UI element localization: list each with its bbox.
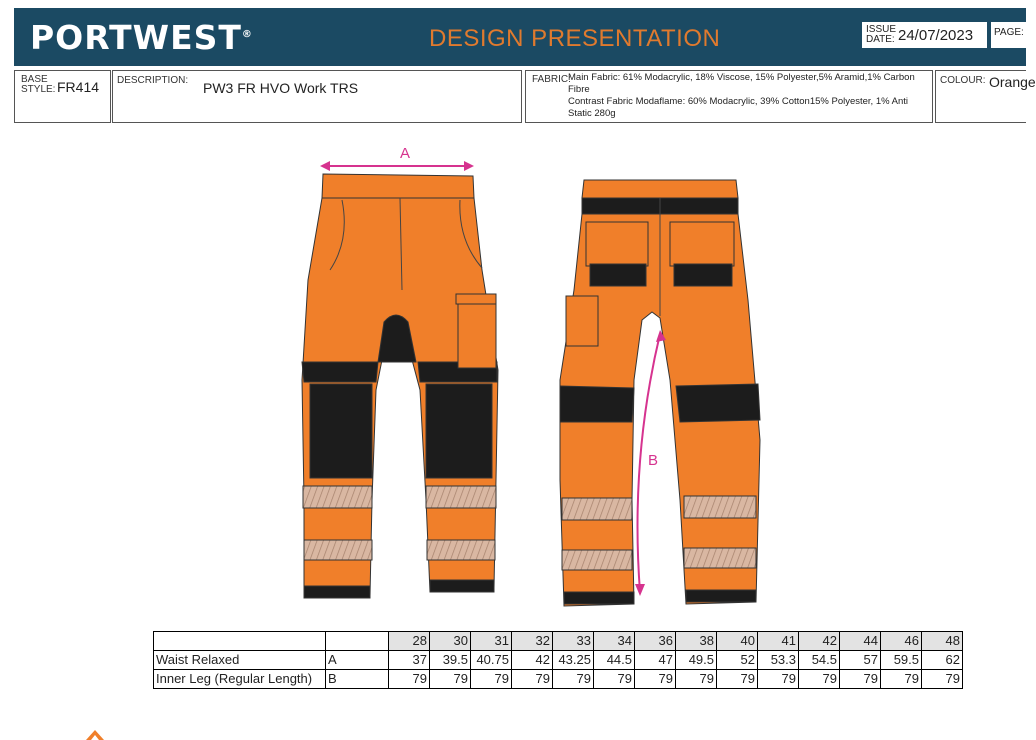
value-cell: 79 bbox=[635, 670, 676, 689]
size-cell: 33 bbox=[553, 632, 594, 651]
value-cell: 37 bbox=[389, 651, 430, 670]
fabric-label: FABRIC: bbox=[532, 74, 571, 85]
colour-label: COLOUR: bbox=[940, 75, 986, 86]
fabric-main: Main Fabric: 61% Modacrylic, 18% Viscose, 15% Polyester,5% Aramid,1% Carbon Fibre bbox=[568, 72, 915, 95]
value-cell: 44.5 bbox=[594, 651, 635, 670]
header-blank bbox=[154, 632, 326, 651]
value-cell: 42 bbox=[512, 651, 553, 670]
value-cell: 79 bbox=[676, 670, 717, 689]
description-value: PW3 FR HVO Work TRS bbox=[203, 80, 359, 96]
brand-name: PORTWEST bbox=[30, 18, 242, 57]
size-header-row bbox=[154, 632, 963, 651]
row-label: Waist Relaxed bbox=[154, 651, 326, 670]
page-title: DESIGN PRESENTATION bbox=[429, 25, 721, 52]
value-cell: 79 bbox=[922, 670, 963, 689]
front-view bbox=[302, 174, 498, 598]
colour-box bbox=[935, 70, 1036, 123]
table-row-waist bbox=[154, 651, 963, 670]
size-cell: 46 bbox=[881, 632, 922, 651]
registered-icon: ® bbox=[241, 29, 253, 40]
size-cell: 41 bbox=[758, 632, 799, 651]
table-row-inner-leg bbox=[154, 670, 963, 689]
value-cell: 57 bbox=[840, 651, 881, 670]
value-cell: 79 bbox=[512, 670, 553, 689]
issue-date-box bbox=[862, 22, 987, 48]
fabric-contrast: Contrast Fabric Modaflame: 60% Modacrylic, 39% Cotton15% Polyester, 1% Anti Static 280g bbox=[568, 96, 909, 119]
back-view bbox=[560, 180, 760, 606]
value-cell: 47 bbox=[635, 651, 676, 670]
size-cell: 44 bbox=[840, 632, 881, 651]
fabric-box bbox=[525, 70, 933, 123]
value-cell: 79 bbox=[594, 670, 635, 689]
brand-logo bbox=[30, 18, 253, 57]
trousers-diagram bbox=[290, 140, 770, 610]
value-cell: 40.75 bbox=[471, 651, 512, 670]
size-cell: 42 bbox=[799, 632, 840, 651]
value-cell: 79 bbox=[881, 670, 922, 689]
measure-b bbox=[635, 330, 666, 596]
value-cell: 53.3 bbox=[758, 651, 799, 670]
value-cell: 79 bbox=[799, 670, 840, 689]
size-cell: 40 bbox=[717, 632, 758, 651]
issue-date-value: 24/07/2023 bbox=[898, 27, 974, 44]
value-cell: 59.5 bbox=[881, 651, 922, 670]
size-cell: 30 bbox=[430, 632, 471, 651]
measure-a-label: A bbox=[400, 145, 411, 162]
size-cell: 38 bbox=[676, 632, 717, 651]
measure-a bbox=[320, 145, 474, 171]
footer-logo-icon bbox=[82, 728, 108, 740]
header-banner bbox=[14, 8, 1026, 66]
issue-date-label: ISSUE DATE: bbox=[866, 24, 897, 45]
row-code: B bbox=[326, 670, 389, 689]
base-style-box bbox=[14, 70, 111, 123]
row-code: A bbox=[326, 651, 389, 670]
colour-value: Orange bbox=[989, 74, 1036, 90]
size-cell: 28 bbox=[389, 632, 430, 651]
value-cell: 52 bbox=[717, 651, 758, 670]
value-cell: 79 bbox=[471, 670, 512, 689]
value-cell: 79 bbox=[389, 670, 430, 689]
value-cell: 62 bbox=[922, 651, 963, 670]
value-cell: 79 bbox=[758, 670, 799, 689]
size-cell: 48 bbox=[922, 632, 963, 651]
base-style-value: FR414 bbox=[57, 79, 100, 95]
size-table bbox=[153, 631, 963, 689]
page-label: PAGE: bbox=[994, 27, 1024, 38]
value-cell: 54.5 bbox=[799, 651, 840, 670]
value-cell: 79 bbox=[717, 670, 758, 689]
base-style-label: BASE STYLE: bbox=[21, 74, 56, 95]
description-label: DESCRIPTION: bbox=[117, 75, 189, 86]
measure-b-label: B bbox=[648, 452, 659, 469]
fabric-details bbox=[568, 72, 930, 120]
value-cell: 39.5 bbox=[430, 651, 471, 670]
value-cell: 49.5 bbox=[676, 651, 717, 670]
size-cell: 32 bbox=[512, 632, 553, 651]
value-cell: 79 bbox=[430, 670, 471, 689]
value-cell: 79 bbox=[553, 670, 594, 689]
row-label: Inner Leg (Regular Length) bbox=[154, 670, 326, 689]
size-cell: 31 bbox=[471, 632, 512, 651]
page-box bbox=[991, 22, 1031, 48]
description-box bbox=[112, 70, 522, 123]
size-cell: 34 bbox=[594, 632, 635, 651]
value-cell: 79 bbox=[840, 670, 881, 689]
header-code-blank bbox=[326, 632, 389, 651]
size-cell: 36 bbox=[635, 632, 676, 651]
value-cell: 43.25 bbox=[553, 651, 594, 670]
